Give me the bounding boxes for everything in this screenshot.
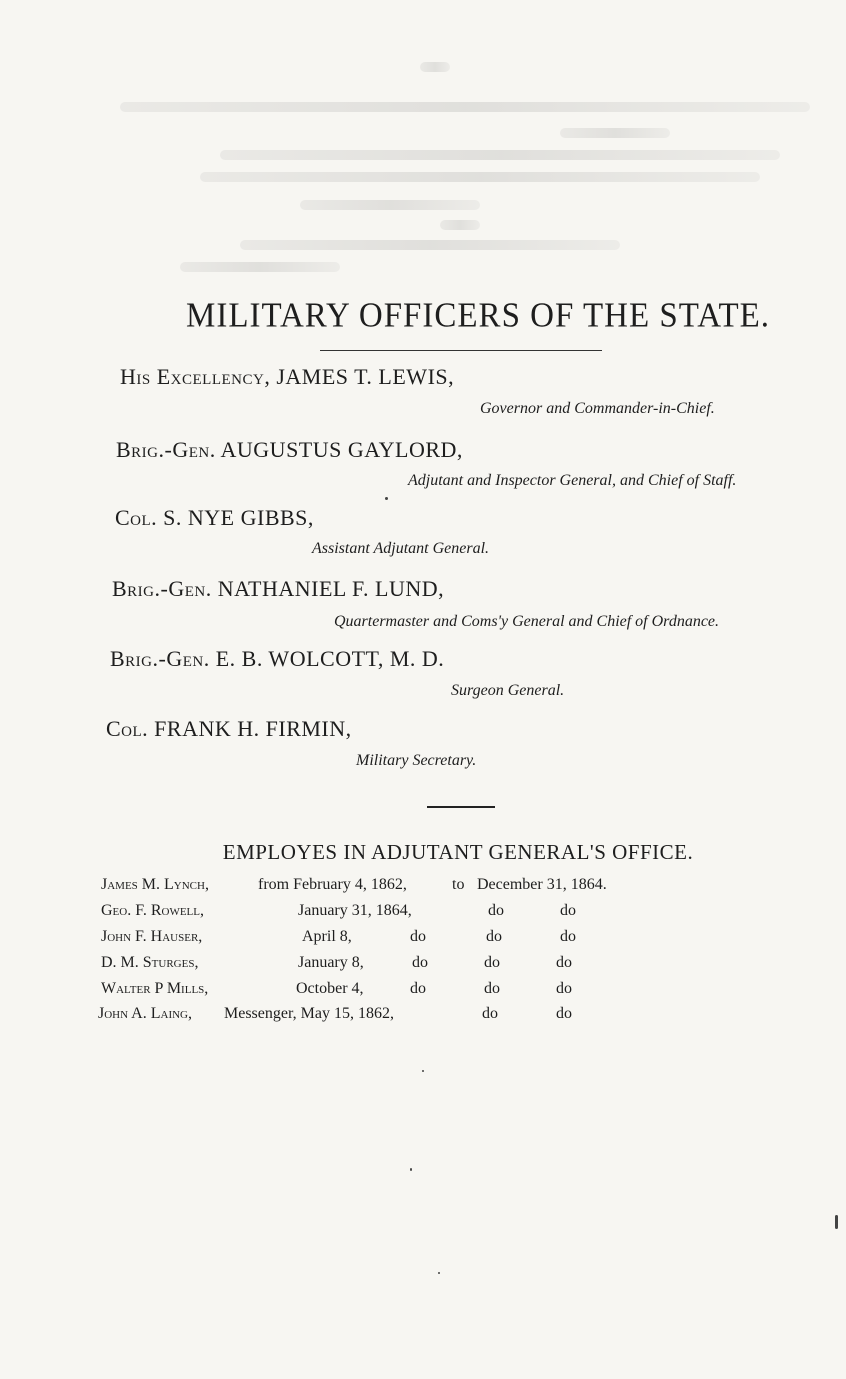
employee-from: January 31, 1864, (298, 902, 412, 919)
officer-entry-firmin (106, 716, 352, 742)
employee-from: Messenger, May 15, 1862, (224, 1005, 394, 1022)
officer-title: Assistant Adjutant General. (312, 540, 490, 557)
officer-rank: Brig.-Gen. (116, 437, 216, 462)
employee-name: James M. Lynch, (101, 876, 209, 893)
employee-name: D. M. Sturges, (101, 954, 199, 971)
employee-from: from February 4, 1862, (258, 876, 407, 893)
officer-name: NATHANIEL F. LUND, (217, 576, 445, 601)
officer-rank: Col. (115, 505, 158, 530)
employee-c1: do (410, 928, 426, 945)
employee-row (0, 980, 846, 1002)
employee-name: John A. Laing, (98, 1005, 192, 1022)
employee-from: October 4, (296, 980, 364, 997)
employee-to: do (486, 928, 502, 945)
employee-name: Geo. F. Rowell, (101, 902, 204, 919)
officer-rank: Col. (106, 716, 149, 741)
employees-heading: EMPLOYES IN ADJUTANT GENERAL'S OFFICE. (222, 840, 694, 864)
officer-entry-gibbs (115, 505, 314, 531)
employee-row (0, 954, 846, 976)
officer-name: JAMES T. LEWIS, (276, 364, 455, 389)
officer-title: Surgeon General. (451, 682, 565, 699)
employee-row (0, 902, 846, 924)
officer-name: E. B. WOLCOTT, M. D. (215, 646, 445, 671)
officer-title: Adjutant and Inspector General, and Chief of Staff. (408, 472, 737, 489)
title-rule (320, 350, 602, 351)
employee-end: do (560, 902, 576, 919)
officer-entry-gaylord (116, 437, 463, 463)
scan-speck (438, 1272, 440, 1274)
officer-name: FRANK H. FIRMIN, (154, 716, 352, 741)
bleed-through-text (0, 50, 846, 290)
officer-entry-lund (112, 576, 444, 602)
employee-c1: do (412, 954, 428, 971)
scan-speck (385, 497, 388, 500)
employee-end: do (556, 954, 572, 971)
employee-end: do (556, 1005, 572, 1022)
officer-title: Quartermaster and Coms'y General and Chief of Ordnance. (334, 613, 720, 630)
officer-entry-lewis (120, 364, 454, 390)
officer-name: AUGUSTUS GAYLORD, (220, 437, 463, 462)
officer-entry-wolcott (110, 646, 444, 672)
employee-row (0, 1005, 846, 1027)
scan-speck (835, 1215, 838, 1229)
officer-title: Governor and Commander-in-Chief. (480, 400, 715, 417)
employee-c1: do (410, 980, 426, 997)
employee-row (0, 928, 846, 950)
employee-row (0, 876, 846, 898)
employee-end: December 31, 1864. (477, 876, 607, 893)
employee-to: do (484, 980, 500, 997)
employee-to: do (482, 1005, 498, 1022)
employee-from: April 8, (302, 928, 352, 945)
scan-speck (410, 1168, 412, 1171)
employee-to: do (488, 902, 504, 919)
officer-title: Military Secretary. (356, 752, 477, 769)
scan-speck (422, 1070, 424, 1072)
employee-end: do (556, 980, 572, 997)
section-divider (427, 806, 495, 808)
page-title: MILITARY OFFICERS OF THE STATE. (185, 297, 771, 335)
employee-from: January 8, (298, 954, 364, 971)
employee-name: Walter P Mills, (101, 980, 209, 997)
employee-to: to (452, 876, 465, 893)
employee-name: John F. Hauser, (101, 928, 203, 945)
employee-to: do (484, 954, 500, 971)
officer-rank: Brig.-Gen. (110, 646, 210, 671)
officer-rank: Brig.-Gen. (112, 576, 212, 601)
employee-end: do (560, 928, 576, 945)
officer-name: S. NYE GIBBS, (163, 505, 314, 530)
officer-rank: His Excellency, (120, 364, 271, 389)
